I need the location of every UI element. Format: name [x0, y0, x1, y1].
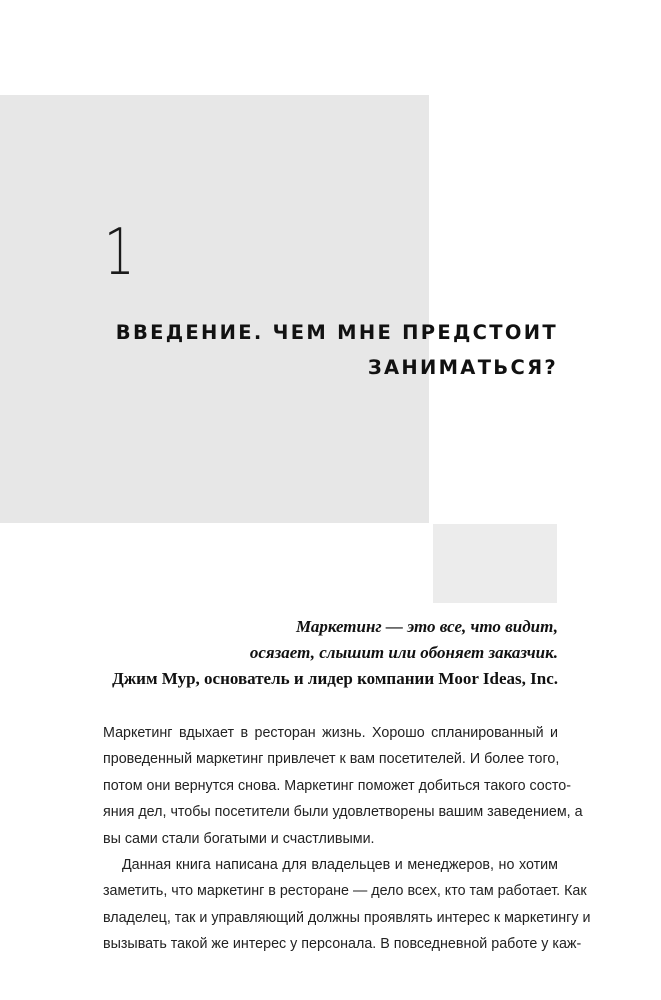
decorative-small-gray-block	[433, 524, 557, 603]
chapter-number: 1	[104, 216, 135, 290]
body-line: вызывать такой же интерес у персонала. В повседневной работе у каж-	[103, 936, 582, 953]
chapter-title-line-2: ЗАНИМАТЬСЯ?	[367, 356, 558, 379]
epigraph-quote-line-2: осязает, слышит или обоняет заказчик.	[249, 643, 558, 662]
epigraph-attribution: Джим Мур, основатель и лидер компании Moor Ideas, Inc.	[112, 669, 558, 688]
decorative-gray-block	[0, 95, 429, 523]
chapter-title	[98, 315, 558, 385]
chapter-title-line-1: ВВЕДЕНИЕ. ЧЕМ МНЕ ПРЕДСТОИТ	[115, 321, 558, 344]
body-line: владелец, так и управляющий должны проявлять интерес к маркетингу и	[103, 909, 591, 926]
epigraph-quote-line-1: Маркетинг — это все, что видит,	[295, 617, 558, 636]
body-line: потом они вернутся снова. Маркетинг поможет добиться такого состо-	[103, 777, 571, 794]
epigraph	[100, 614, 558, 692]
body-text	[103, 720, 591, 958]
body-line: Маркетинг вдыхает в ресторан жизнь. Хорошо спланированный и	[103, 725, 558, 741]
body-line: заметить, что маркетинг в ресторане — дело всех, кто там работает. Как	[103, 883, 587, 900]
body-line: яния дел, чтобы посетители были удовлетворены вашим заведением, а	[103, 804, 583, 821]
body-line: вы сами стали богатыми и счастливыми.	[103, 830, 375, 847]
body-line: Данная книга написана для владельцев и менеджеров, но хотим	[122, 857, 558, 874]
body-line: проведенный маркетинг привлечет к вам посетителей. И более того,	[103, 751, 560, 768]
